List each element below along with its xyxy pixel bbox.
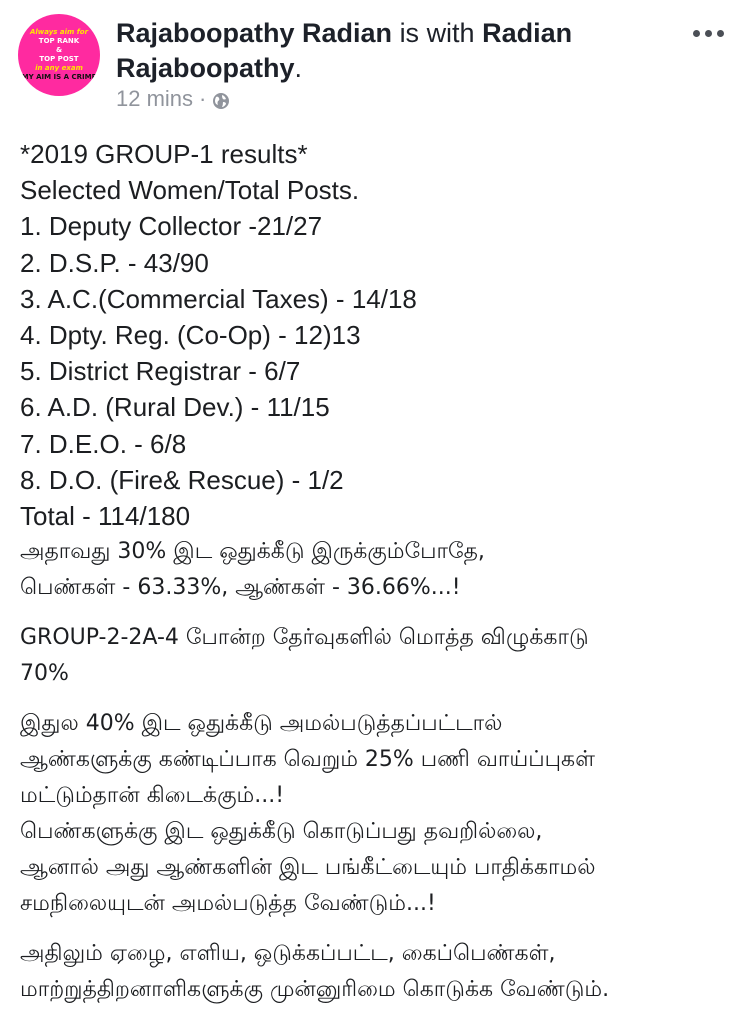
post-header [0,0,750,122]
post-text-line: 1. Deputy Collector -21/27 [20,211,323,242]
globe-icon[interactable] [212,90,230,108]
post-meta [116,86,230,112]
post-text-line: அதிலும் ஏழை, எளிய, ஒடுக்கப்பட்ட, கைப்பெண்கள், [20,941,556,967]
avatar-text: MY AIM IS A CRIME [21,73,97,81]
post-text-line: பெண்கள் - 63.33%, ஆண்கள் - 36.66%...! [20,575,461,601]
post-text-line: Total - 114/180 [20,501,191,532]
post-text-line: மட்டும்தான் கிடைக்கும்...! [20,783,285,809]
post-text-line: அதாவது 30% இட ஒதுக்கீடு இருக்கும்போதே, [20,539,485,565]
more-options-icon[interactable] [693,30,724,37]
post-text-line: 70% [20,661,69,687]
post-text-line: 2. D.S.P. - 43/90 [20,247,209,278]
post-text-line: 4. Dpty. Reg. (Co-Op) - 12)13 [20,320,361,351]
avatar[interactable] [18,14,100,96]
post-text-line: GROUP-2-2A-4 போன்ற தேர்வுகளில் மொத்த விழுக்காடு [20,625,589,651]
post-author-line [116,16,656,86]
post-text-line: மாற்றுத்திறனாளிகளுக்கு முன்னுரிமை கொடுக்க வேண்டும். [20,977,610,1003]
post-text-line: ஆண்களுக்கு கண்டிப்பாக வெறும் 25% பணி வாய்ப்புகள் [20,747,595,773]
period: . [294,53,303,83]
post-text-line: பெண்களுக்கு இட ஒதுக்கீடு கொடுப்பது தவறில்லை, [20,819,543,845]
post-text-line: Selected Women/Total Posts. [20,175,360,206]
tagged-user[interactable]: Radian Rajaboopathy [116,18,573,83]
post-text-line: *2019 GROUP-1 results* [20,139,308,169]
avatar-text: Always aim for [29,28,89,36]
avatar-text: TOP POST [39,55,79,63]
avatar-text: & [55,46,63,54]
with-text: is with [399,18,475,48]
post-text-line: இதுல 40% இட ஒதுக்கீடு அமல்படுத்தப்பட்டால் [20,711,503,737]
post-timestamp[interactable]: 12 mins [116,86,194,111]
post-text-line: 5. District Registrar - 6/7 [20,356,301,387]
author-name[interactable]: Rajaboopathy Radian [116,18,393,48]
avatar-text: in any exam [35,64,83,72]
post-text-line: சமநிலையுடன் அமல்படுத்த வேண்டும்...! [20,891,436,917]
post-text-line: ஆனால் அது ஆண்களின் இட பங்கீட்டையும் பாதிக்காமல் [20,855,596,881]
post-text-line: 8. D.O. (Fire& Rescue) - 1/2 [20,464,344,495]
post-text-line: 7. D.E.O. - 6/8 [20,428,187,459]
meta-separator: · [199,86,207,111]
avatar-text: TOP RANK [38,37,80,45]
post-text-line: 3. A.C.(Commercial Taxes) - 14/18 [20,283,417,314]
post-text-line: 6. A.D. (Rural Dev.) - 11/15 [20,392,330,423]
post-body [0,122,750,1008]
